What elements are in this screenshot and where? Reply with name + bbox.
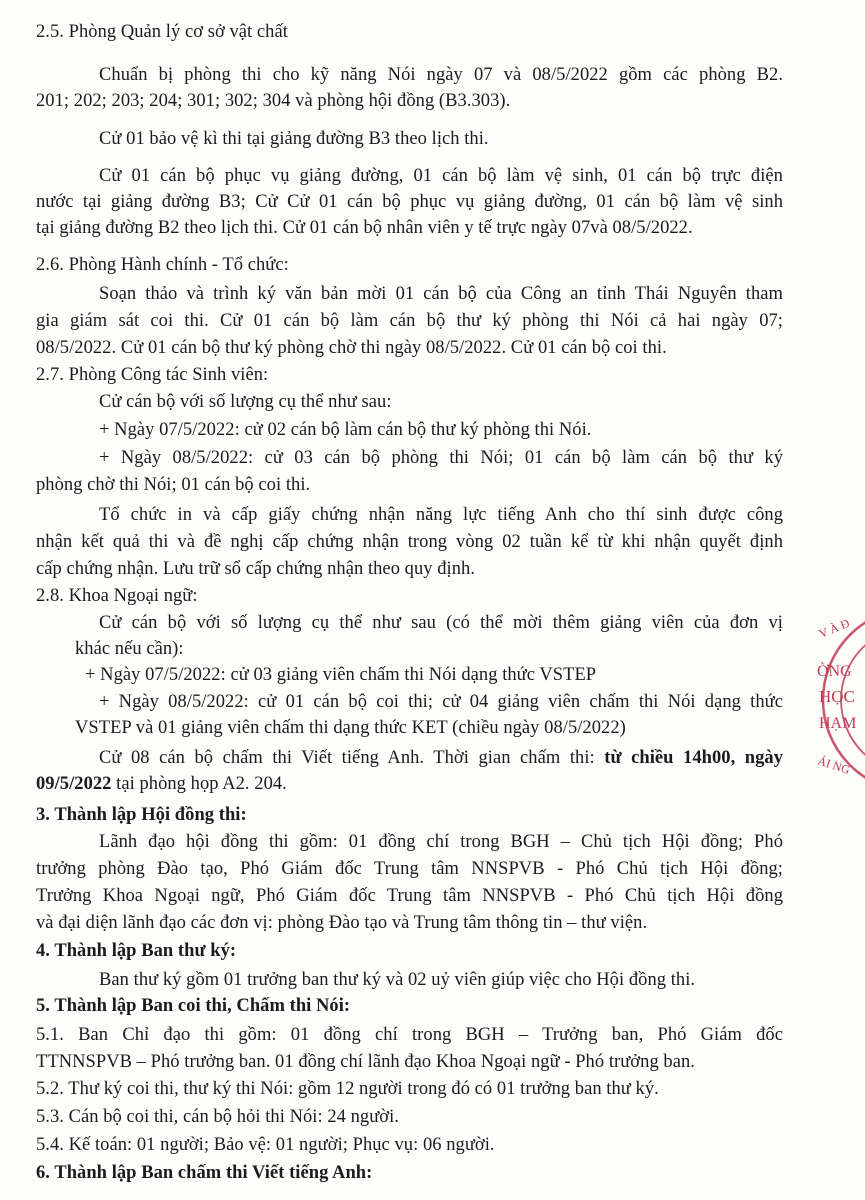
section-3-para1-line2: trưởng phòng Đào tạo, Phó Giám đốc Trung tâm NNSPVB - Phó Chủ tịch Hội đồng; (36, 859, 783, 879)
section-3-para1-line3: Trưởng Khoa Ngoại ngữ, Phó Giám đốc Trung tâm NNSPVB - Phó Chủ tịch Hội đồng (36, 886, 783, 906)
section-2-5-para3-line1: Cử 01 cán bộ phục vụ giảng đường, 01 cán bộ làm vệ sinh, 01 cán bộ trực điện (99, 166, 783, 186)
section-5-item1-line1: 5.1. Ban Chỉ đạo thi gồm: 01 đồng chí trong BGH – Trưởng ban, Phó Giám đốc (36, 1025, 783, 1045)
section-2-5-para3-line2: nước tại giảng đường B3; Cử Cử 01 cán bộ phục vụ giảng đường, 01 cán bộ làm vệ sinh (36, 192, 783, 212)
section-2-8-para1-line1 (99, 746, 783, 770)
section-4-heading: 4. Thành lập Ban thư ký: (36, 941, 237, 961)
section-2-8-bullet1: + Ngày 07/5/2022: cử 03 giảng viên chấm thi Nói dạng thức VSTEP (85, 665, 597, 685)
section-2-5-para1-line1: Chuẩn bị phòng thi cho kỹ năng Nói ngày 07 và 08/5/2022 gồm các phòng B2. (99, 65, 783, 85)
section-3-para1-line4: và đại diện lãnh đạo các đơn vị: phòng Đào tạo và Trung tâm thông tin – thư viện. (36, 913, 648, 933)
section-2-7-para1-line3: cấp chứng nhận. Lưu trữ sổ cấp chứng nhận theo quy định. (36, 559, 476, 579)
stamp-text-line2: HỌC (819, 687, 855, 706)
section-2-8-bullet2-line2: VSTEP và 01 giảng viên chấm thi dạng thức KET (chiều ngày 08/5/2022) (75, 718, 626, 738)
section-2-8-para1-text: Cử 08 cán bộ chấm thi Viết tiếng Anh. Thời gian chấm thi: (99, 748, 605, 768)
stamp-text-bottom: ÁI NG (816, 753, 852, 778)
section-2-7-bullet2-line2: phòng chờ thi Nói; 01 cán bộ coi thi. (36, 475, 311, 495)
section-2-8-heading: 2.8. Khoa Ngoại ngữ: (36, 586, 198, 606)
section-2-7-intro: Cử cán bộ với số lượng cụ thể như sau: (99, 392, 392, 412)
section-2-8-para1-date: 09/5/2022 (36, 774, 112, 794)
official-stamp (805, 612, 865, 792)
section-2-6-heading: 2.6. Phòng Hành chính - Tổ chức: (36, 255, 289, 275)
section-2-8-intro-line2: khác nếu cần): (75, 639, 184, 659)
section-2-7-para1-line1: Tổ chức in và cấp giấy chứng nhận năng lực tiếng Anh cho thí sinh được công (99, 505, 783, 525)
section-2-6-para1-line1: Soạn thảo và trình ký văn bản mời 01 cán bộ của Công an tỉnh Thái Nguyên tham (99, 284, 783, 304)
section-5-item4: 5.4. Kế toán: 01 người; Bảo vệ: 01 người; Phục vụ: 06 người. (36, 1135, 495, 1155)
section-5-item3: 5.3. Cán bộ coi thi, cán bộ hỏi thi Nói: 24 người. (36, 1107, 399, 1127)
section-2-8-bullet2-line1: + Ngày 08/5/2022: cử 01 cán bộ coi thi; cử 04 giảng viên chấm thi Nói dạng thức (99, 692, 783, 712)
section-2-6-para1-line3: 08/5/2022. Cử 01 cán bộ thư ký phòng chờ thi ngày 08/5/2022. Cử 01 cán bộ coi thi. (36, 338, 667, 358)
section-2-5-heading: 2.5. Phòng Quản lý cơ sở vật chất (36, 22, 288, 42)
section-2-8-para1-line2 (36, 772, 287, 796)
section-2-7-para1-line2: nhận kết quả thi và đề nghị cấp chứng nhận trong vòng 02 tuần kể từ khi nhận quyết định (36, 532, 783, 552)
section-2-7-bullet1: + Ngày 07/5/2022: cử 02 cán bộ làm cán bộ thư ký phòng thi Nói. (99, 420, 592, 440)
section-2-6-para1-line2: gia giám sát coi thi. Cử 01 cán bộ làm cán bộ thư ký phòng thi Nói cả hai ngày 07; (36, 311, 783, 331)
section-2-8-para1-location: tại phòng họp A2. 204. (111, 774, 287, 794)
stamp-text-top: V À Đ (816, 615, 852, 641)
section-3-heading: 3. Thành lập Hội đồng thi: (36, 805, 247, 825)
section-2-5-para1-line2: 201; 202; 203; 204; 301; 302; 304 và phòng hội đồng (B3.303). (36, 91, 511, 111)
stamp-text-line1: ỜNG (817, 663, 852, 680)
section-2-5-para2: Cử 01 bảo vệ kì thi tại giảng đường B3 theo lịch thi. (99, 129, 489, 149)
section-2-8-intro-line1: Cử cán bộ với số lượng cụ thể như sau (có thể mời thêm giảng viên của đơn vị (99, 613, 783, 633)
section-5-heading: 5. Thành lập Ban coi thi, Chấm thi Nói: (36, 996, 351, 1016)
section-4-para1: Ban thư ký gồm 01 trưởng ban thư ký và 02 uỷ viên giúp việc cho Hội đồng thi. (99, 970, 696, 990)
section-5-item2: 5.2. Thư ký coi thi, thư ký thi Nói: gồm 12 người trong đó có 01 trưởng ban thư ký. (36, 1079, 659, 1099)
section-5-item1-line2: TTNNSPVB – Phó trưởng ban. 01 đồng chí lãnh đạo Khoa Ngoại ngữ - Phó trưởng ban. (36, 1052, 695, 1072)
section-2-7-heading: 2.7. Phòng Công tác Sinh viên: (36, 365, 269, 385)
section-2-5-para3-line3: tại giảng đường B2 theo lịch thi. Cử 01 cán bộ nhân viên y tế trực ngày 07và 08/5/2022. (36, 218, 693, 238)
stamp-text-line3: HẠM (819, 715, 857, 732)
section-2-7-bullet2-line1: + Ngày 08/5/2022: cử 03 cán bộ phòng thi Nói; 01 cán bộ làm cán bộ thư ký (99, 448, 783, 468)
section-2-8-para1-bold: từ chiều 14h00, ngày (604, 748, 783, 768)
section-3-para1-line1: Lãnh đạo hội đồng thi gồm: 01 đồng chí trong BGH – Chủ tịch Hội đồng; Phó (99, 832, 783, 852)
section-6-heading: 6. Thành lập Ban chấm thi Viết tiếng Anh: (36, 1163, 373, 1183)
